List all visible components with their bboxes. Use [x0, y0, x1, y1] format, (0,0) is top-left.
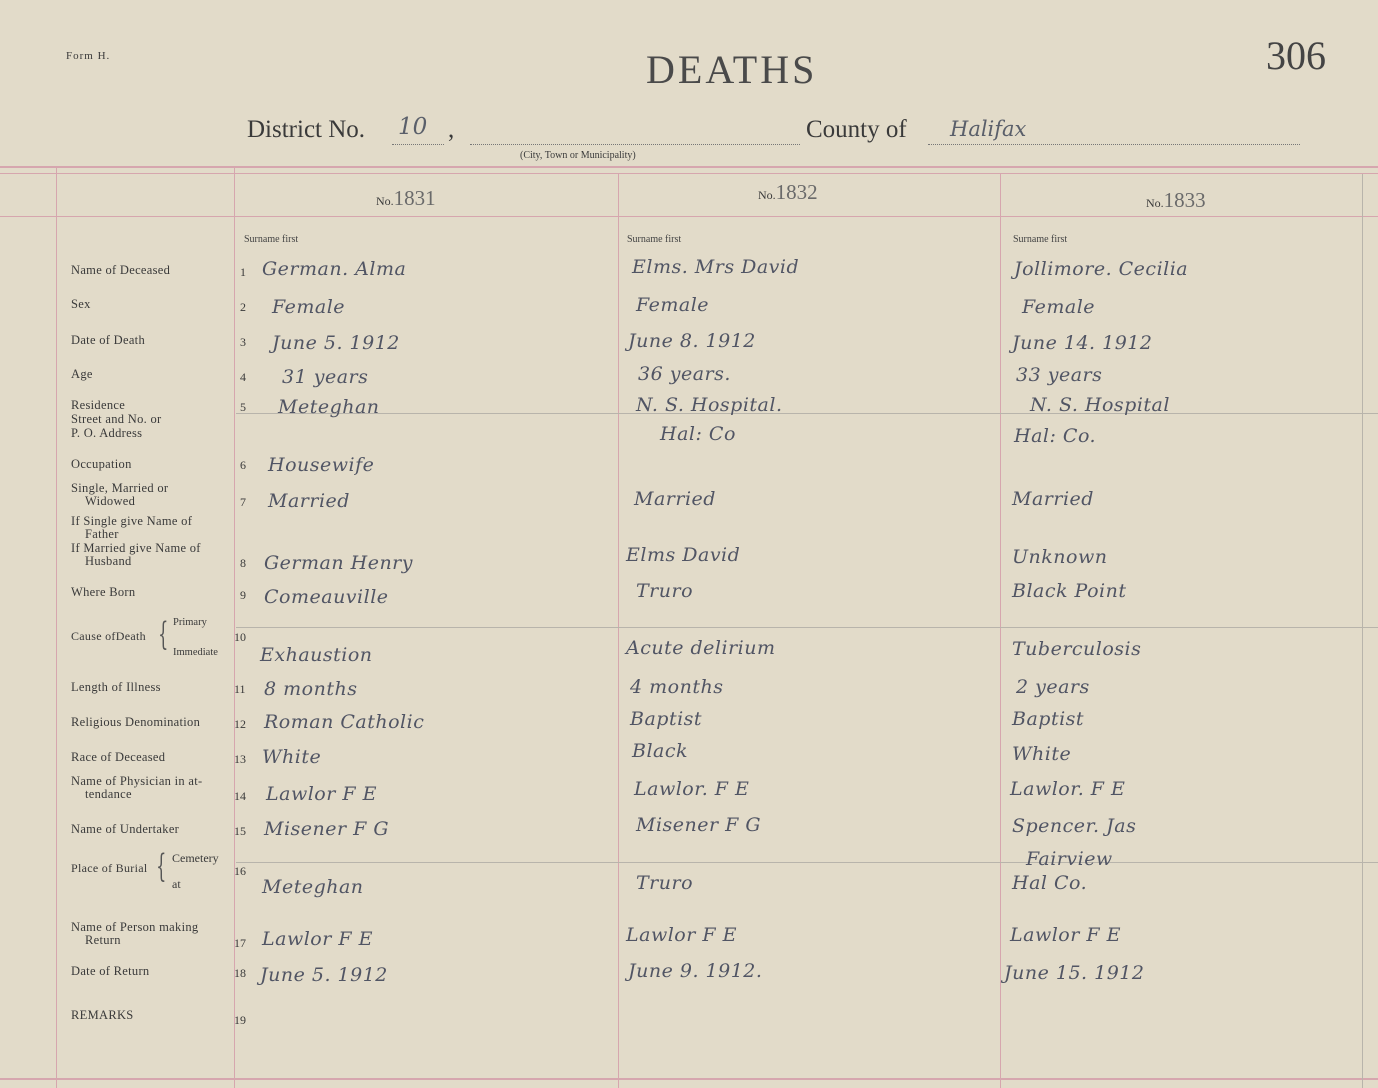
county-line: [928, 144, 1300, 145]
record-2-sex: Female: [636, 294, 710, 316]
label-physician-2: tendance: [85, 787, 132, 801]
table-top-rule: [0, 166, 1378, 168]
row-number: 2: [240, 300, 246, 314]
cause-brace: {: [158, 615, 169, 653]
row-number: 7: [240, 495, 246, 509]
record-1-date-death: June 5. 1912: [272, 332, 400, 354]
record-1-race: White: [262, 746, 322, 768]
record-1-occupation: Housewife: [268, 454, 375, 476]
record-no-1: No.1831: [376, 186, 436, 210]
record-3-person: Lawlor F E: [1010, 924, 1121, 946]
record-1-sex: Female: [272, 296, 346, 318]
table-top-rule-2: [0, 173, 1378, 174]
row-number: 11: [234, 682, 246, 696]
record-2-residence: N. S. Hospital.: [636, 394, 783, 416]
label-father: If Single give Name of: [71, 514, 193, 528]
label-cemetery: Cemetery: [172, 851, 219, 865]
district-label: District No.: [247, 116, 366, 143]
municipality-note: (City, Town or Municipality): [520, 150, 636, 161]
label-date-death: Date of Death: [71, 333, 146, 347]
surname-first-2: Surname first: [627, 234, 682, 245]
label-physician: Name of Physician in at-: [71, 774, 203, 788]
record-3-born: Black Point: [1012, 580, 1127, 602]
label-occupation: Occupation: [71, 457, 132, 471]
record-2-person: Lawlor F E: [626, 924, 737, 946]
label-immediate: Immediate: [173, 647, 218, 658]
form-label: Form H.: [66, 50, 111, 62]
record-2-born: Truro: [636, 580, 694, 602]
label-date-return: Date of Return: [71, 964, 150, 978]
record-2-husband: Elms David: [626, 544, 741, 566]
label-primary: Primary: [173, 617, 207, 628]
record-1-born: Comeauville: [264, 586, 389, 608]
label-race: Race of Deceased: [71, 750, 166, 764]
record-1-burial: Meteghan: [262, 876, 364, 898]
record-2-cause: Acute delirium: [626, 637, 776, 659]
page-number: 306: [1266, 33, 1326, 78]
record-1-undertaker: Misener F G: [264, 818, 390, 840]
label-undertaker: Name of Undertaker: [71, 822, 180, 836]
record-3-undertaker: Spencer. Jas: [1012, 815, 1137, 837]
record-1-age: 31 years: [282, 366, 369, 388]
label-husband-2: Husband: [85, 554, 132, 568]
record-2-illness: 4 months: [630, 676, 724, 698]
record-1-person: Lawlor F E: [262, 928, 373, 950]
label-born: Where Born: [71, 585, 136, 599]
label-person: Name of Person making: [71, 920, 199, 934]
row-number: 9: [240, 588, 246, 602]
record-3-cause: Tuberculosis: [1012, 638, 1142, 660]
record-no-3: No.1833: [1146, 188, 1206, 212]
row-number: 6: [240, 458, 246, 472]
record-2-residence-2: Hal: Co: [660, 423, 736, 445]
row-number: 8: [240, 556, 246, 570]
label-marital: Single, Married or: [71, 481, 169, 495]
record-3-date-death: June 14. 1912: [1012, 332, 1153, 354]
row-number: 19: [234, 1013, 246, 1027]
record-2-date-return: June 9. 1912.: [628, 960, 763, 982]
record-2-physician: Lawlor. F E: [634, 778, 750, 800]
row-number: 16: [234, 864, 246, 878]
record-1-cause: Exhaustion: [260, 644, 373, 666]
record-3-cemetery: Fairview: [1026, 848, 1113, 870]
table-bottom-rule: [0, 1078, 1378, 1080]
column-rule-3: [1000, 174, 1001, 1088]
label-name: Name of Deceased: [71, 263, 171, 277]
label-at: at: [172, 877, 181, 891]
surname-first-1: Surname first: [244, 234, 299, 245]
row-number: 5: [240, 400, 246, 414]
record-3-residence-2: Hal: Co.: [1014, 425, 1097, 447]
district-value: 10: [398, 114, 428, 140]
residence-rule: [236, 413, 1378, 414]
record-1-date-return: June 5. 1912: [260, 964, 388, 986]
row-number: 13: [234, 752, 246, 766]
column-rule-2: [618, 174, 619, 1088]
label-remarks: REMARKS: [71, 1008, 134, 1022]
record-1-husband: German Henry: [264, 552, 413, 574]
record-3-physician: Lawlor. F E: [1010, 778, 1126, 800]
left-column-rule: [56, 166, 57, 1088]
record-3-sex: Female: [1022, 296, 1096, 318]
record-3-date-return: June 15. 1912: [1004, 962, 1145, 984]
burial-rule: [236, 862, 1378, 863]
record-3-burial: Hal Co.: [1012, 872, 1088, 894]
record-3-race: White: [1012, 743, 1072, 765]
row-number: 4: [240, 370, 246, 384]
record-2-religion: Baptist: [630, 708, 703, 730]
row-number: 12: [234, 717, 246, 731]
label-marital-2: Widowed: [85, 494, 136, 508]
record-3-age: 33 years: [1016, 364, 1103, 386]
label-husband: If Married give Name of: [71, 541, 201, 555]
record-2-age: 36 years.: [638, 363, 731, 385]
page-title: DEATHS: [646, 47, 818, 92]
record-1-name: German. Alma: [262, 258, 407, 280]
record-3-religion: Baptist: [1012, 708, 1085, 730]
label-religion: Religious Denomination: [71, 715, 201, 729]
label-father-2: Father: [85, 527, 119, 541]
label-illness: Length of Illness: [71, 680, 161, 694]
record-1-religion: Roman Catholic: [264, 711, 425, 733]
row-number: 17: [234, 936, 246, 950]
burial-brace: {: [156, 847, 167, 885]
record-no-2: No.1832: [758, 180, 818, 204]
row-number: 14: [234, 789, 246, 803]
row-number: 1: [240, 265, 246, 279]
label-cause: Cause ofDeath: [71, 629, 146, 643]
label-sex: Sex: [71, 297, 91, 311]
label-residence-2: Street and No. or: [71, 412, 162, 426]
record-2-name: Elms. Mrs David: [632, 256, 800, 278]
row-number: 15: [234, 824, 246, 838]
surname-first-3: Surname first: [1013, 234, 1068, 245]
record-3-illness: 2 years: [1016, 676, 1090, 698]
record-3-name: Jollimore. Cecilia: [1014, 258, 1189, 280]
header-rule: [0, 216, 1378, 217]
label-age: Age: [71, 367, 93, 381]
label-residence: Residence: [71, 398, 126, 412]
record-1-illness: 8 months: [264, 678, 358, 700]
county-value: Halifax: [950, 117, 1027, 141]
record-2-date-death: June 8. 1912: [628, 330, 756, 352]
record-2-marital: Married: [634, 488, 716, 510]
record-3-residence: N. S. Hospital: [1030, 394, 1170, 416]
district-line: [392, 144, 444, 145]
label-person-2: Return: [85, 933, 121, 947]
row-number: 3: [240, 335, 246, 349]
record-3-husband: Unknown: [1012, 546, 1108, 568]
record-1-marital: Married: [268, 490, 350, 512]
row-number: 18: [234, 966, 246, 980]
record-1-physician: Lawlor F E: [266, 783, 377, 805]
record-3-marital: Married: [1012, 488, 1094, 510]
label-residence-3: P. O. Address: [71, 426, 143, 440]
municipality-line: [470, 144, 800, 145]
record-2-race: Black: [632, 740, 689, 762]
row-number: 10: [234, 630, 246, 644]
county-label: County of: [806, 116, 907, 143]
record-2-burial: Truro: [636, 872, 694, 894]
right-column-rule: [1362, 174, 1363, 1088]
cause-rule: [236, 627, 1378, 628]
record-1-residence: Meteghan: [278, 396, 380, 418]
label-burial: Place of Burial: [71, 861, 148, 875]
district-comma: ,: [448, 116, 455, 143]
record-2-undertaker: Misener F G: [636, 814, 762, 836]
